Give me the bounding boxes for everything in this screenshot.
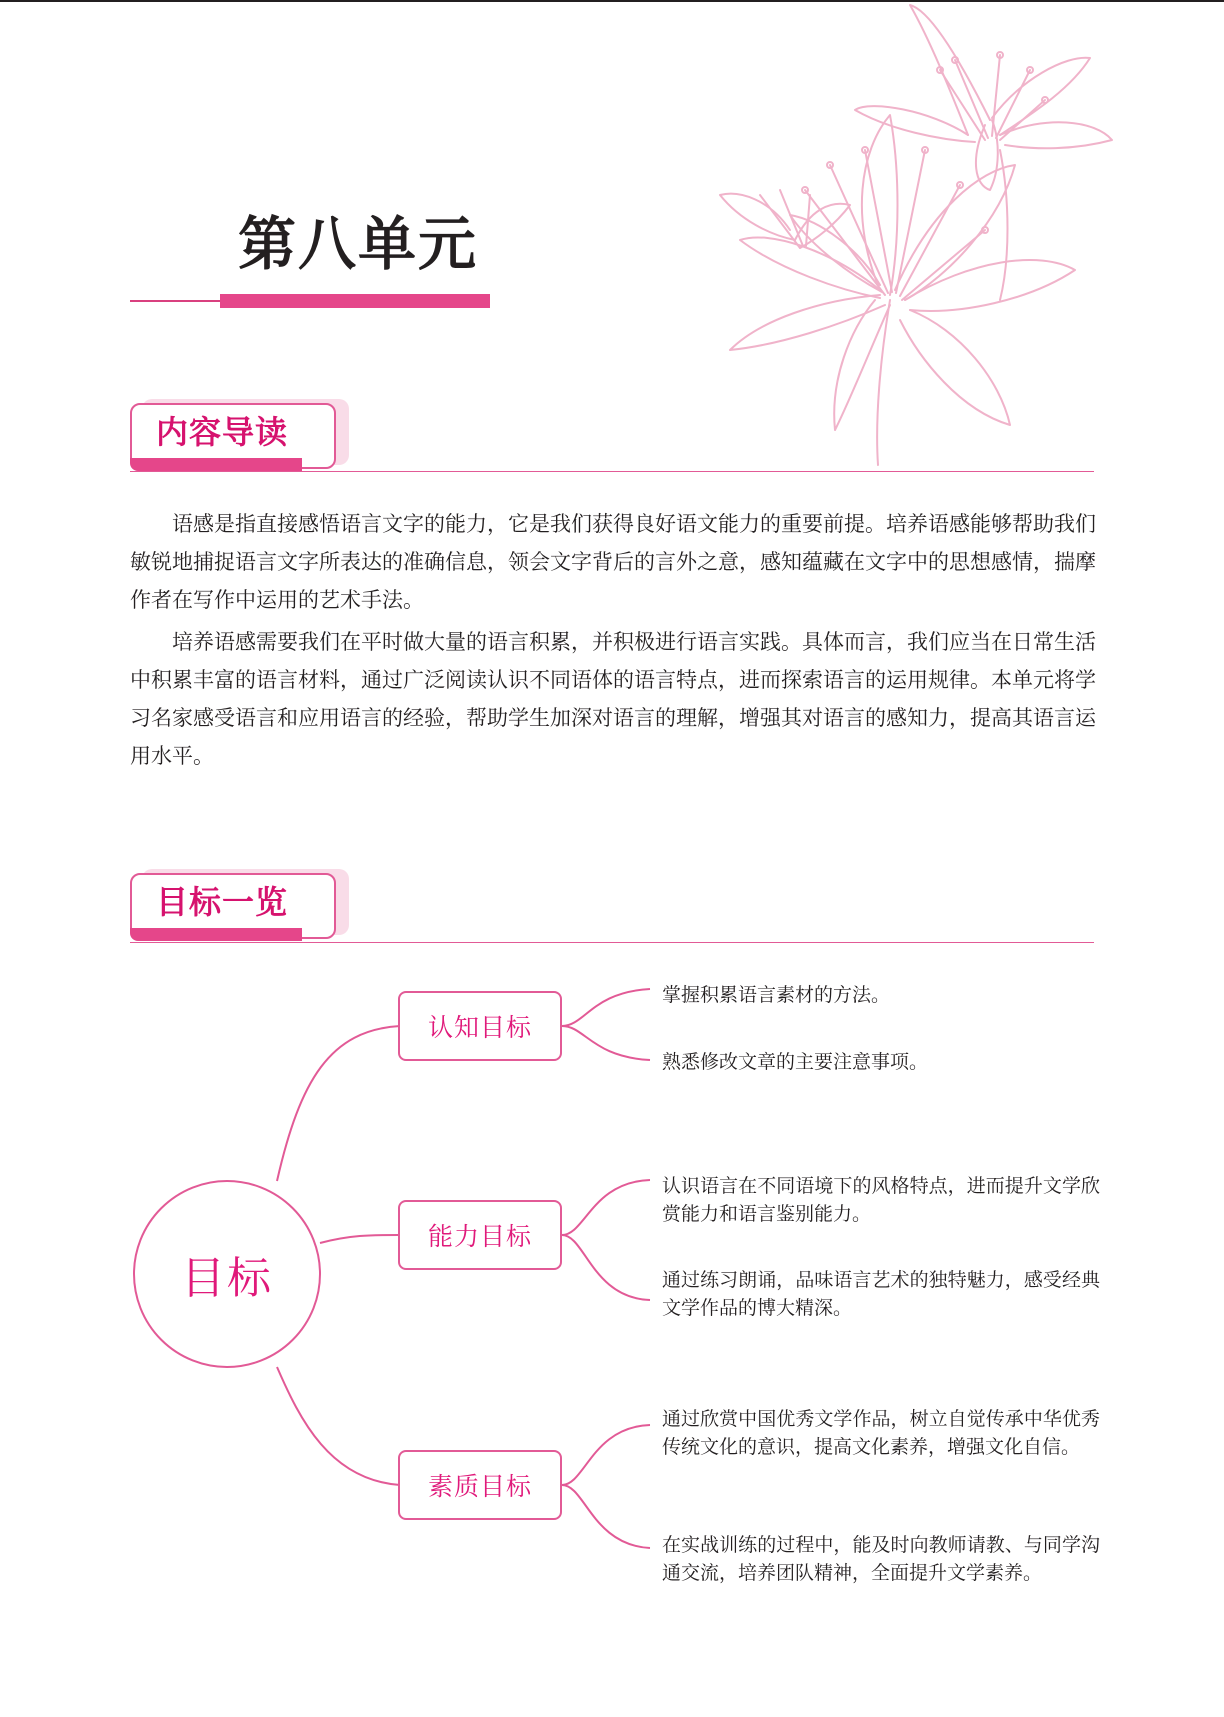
intro-body xyxy=(130,505,1096,779)
goal-cognitive-label: 认知目标 xyxy=(427,1013,532,1042)
goal-ability xyxy=(398,1200,562,1270)
goal-quality xyxy=(398,1450,562,1520)
goal-quality-item-1: 通过欣赏中国优秀文学作品，树立自觉传承中华优秀传统文化的意识，提高文化素养，增强文化自信。 xyxy=(662,1408,1100,1458)
goals-divider xyxy=(130,942,1094,943)
goals-hub xyxy=(133,1180,321,1368)
goals-heading-tab xyxy=(130,873,336,943)
goal-cognitive-item-1: 掌握积累语言素材的方法。 xyxy=(662,984,891,1006)
goals-heading: 目标一览 xyxy=(156,883,289,921)
goals-hub-label: 目标 xyxy=(181,1253,273,1304)
lily-flower-icon xyxy=(700,0,1200,470)
goal-ability-item-2: 通过练习朗诵，品味语言艺术的独特魅力，感受经典文学作品的博大精深。 xyxy=(662,1269,1100,1319)
goal-quality-label: 素质目标 xyxy=(427,1472,532,1501)
intro-paragraph-1: 语感是指直接感悟语言文字的能力，它是我们获得良好语文能力的重要前提。培养语感能够帮助我们敏锐地捕捉语言文字所表达的准确信息，领会文字背后的言外之意，感知蕴藏在文字中的思想感情，揣摩作者在写作中运用的艺术手法。 xyxy=(130,512,1096,612)
title-underline xyxy=(130,300,222,302)
intro-paragraph-2: 培养语感需要我们在平时做大量的语言积累，并积极进行语言实践。具体而言，我们应当在日常生活中积累丰富的语言材料，通过广泛阅读认识不同语体的语言特点，进而探索语言的运用规律。本单元将学习名家感受语言和应用语言的经验，帮助学生加深对语言的理解，增强其对语言的感知力，提高其语言运用水平。 xyxy=(130,630,1096,768)
unit-title: 第八单元 xyxy=(238,210,479,278)
goal-ability-label: 能力目标 xyxy=(427,1222,532,1251)
title-accent-bar xyxy=(220,294,490,308)
intro-heading-tab xyxy=(130,403,336,473)
goal-cognitive-item-2: 熟悉修改文章的主要注意事项。 xyxy=(662,1051,929,1073)
intro-divider xyxy=(130,471,1094,472)
goal-cognitive xyxy=(398,991,562,1061)
goal-quality-item-2: 在实战训练的过程中，能及时向教师请教、与同学沟通交流，培养团队精神，全面提升文学素养。 xyxy=(662,1534,1100,1584)
goal-ability-item-1: 认识语言在不同语境下的风格特点，进而提升文学欣赏能力和语言鉴别能力。 xyxy=(662,1175,1100,1225)
intro-heading: 内容导读 xyxy=(156,413,289,451)
